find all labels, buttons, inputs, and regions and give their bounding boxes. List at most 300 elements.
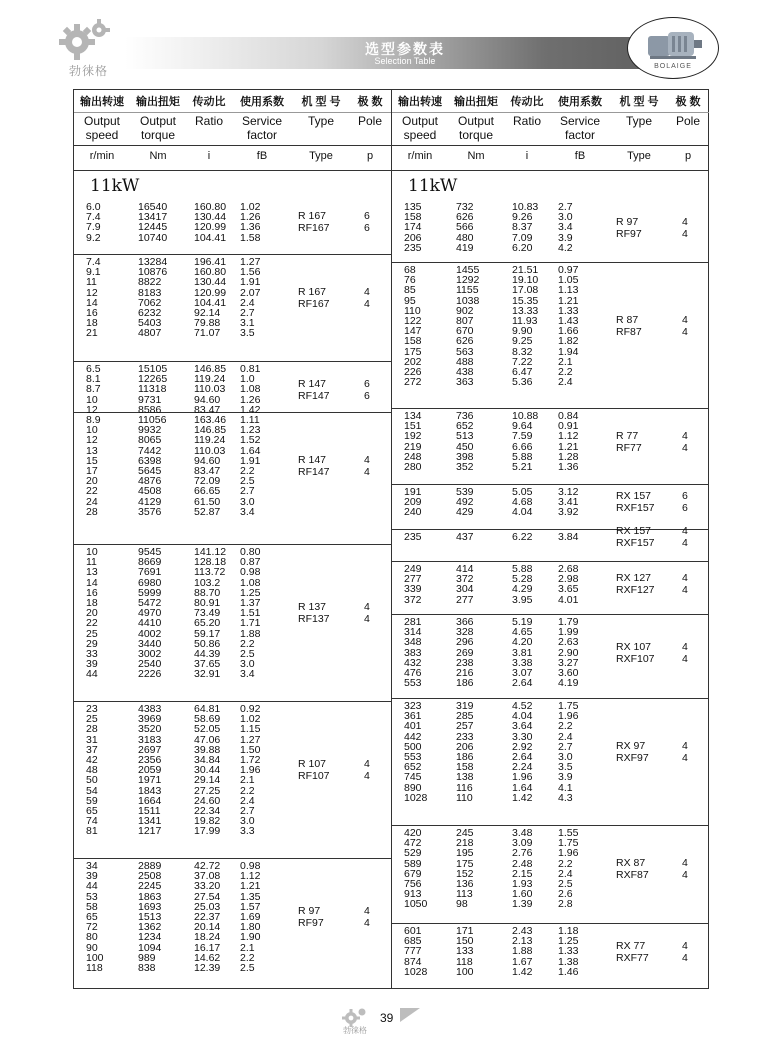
torque-value: 6232 <box>138 306 162 319</box>
torque-value: 9932 <box>138 424 162 437</box>
pole-value: 4 <box>682 537 688 550</box>
torque-value: 438 <box>456 365 474 378</box>
ratio-value: 64.81 <box>194 703 221 715</box>
torque-value: 158 <box>456 761 474 774</box>
ratio-column <box>512 411 538 472</box>
ratio-value: 4.68 <box>512 496 533 509</box>
ratio-value: 2.48 <box>512 857 533 870</box>
speed-value: 58 <box>86 900 98 913</box>
ratio-value: 3.07 <box>512 666 533 679</box>
speed-value: 33 <box>86 647 98 660</box>
pole-value: 4 <box>682 652 688 665</box>
speed-value: 432 <box>404 656 422 669</box>
sf-value: 3.1 <box>240 317 255 330</box>
pole-value: 6 <box>364 377 370 390</box>
torque-value: 304 <box>456 583 474 596</box>
torque-value: 2245 <box>138 880 162 893</box>
sf-value: 0.98 <box>240 860 261 872</box>
header-cell: r/min <box>407 150 433 162</box>
sf-value: 1.26 <box>240 393 261 406</box>
sf-value: 3.84 <box>558 531 579 543</box>
ratio-value: 10.88 <box>512 410 539 422</box>
ratio-column <box>512 532 532 542</box>
model-type-value: RF147 <box>298 466 330 478</box>
sf-value: 1.18 <box>558 925 579 937</box>
speed-value: 6.5 <box>86 363 101 375</box>
ratio-value: 5.88 <box>512 450 533 463</box>
ratio-value: 19.10 <box>512 274 539 287</box>
header-cell: 机 型 号 <box>301 96 341 108</box>
speed-value: 44 <box>86 880 98 893</box>
selection-group <box>392 411 709 472</box>
torque-value: 8065 <box>138 434 162 447</box>
ratio-column <box>194 704 220 836</box>
header-cell: 极 数 <box>357 96 383 108</box>
speed-value: 23 <box>86 703 98 715</box>
torque-value: 10876 <box>138 266 168 279</box>
header-rule <box>74 145 391 146</box>
group-divider <box>392 923 709 924</box>
table-right-half <box>392 90 709 988</box>
torque-column <box>456 265 479 387</box>
speed-value: 134 <box>404 410 422 422</box>
speed-value: 874 <box>404 955 422 968</box>
torque-value: 15105 <box>138 363 168 375</box>
ratio-value: 1.39 <box>512 898 533 911</box>
ratio-value: 103.2 <box>194 576 221 589</box>
sf-value: 3.27 <box>558 656 579 669</box>
speed-value: 25 <box>86 627 98 640</box>
torque-value: 175 <box>456 857 474 870</box>
sf-value: 2.2 <box>558 365 573 378</box>
group-divider <box>392 484 709 485</box>
torque-value: 1094 <box>138 941 162 954</box>
torque-value: 363 <box>456 376 474 389</box>
speed-value: 890 <box>404 781 422 794</box>
speed-value: 22 <box>86 617 98 630</box>
pole-value: 4 <box>364 770 370 783</box>
ratio-value: 42.72 <box>194 860 221 872</box>
ratio-value: 2.64 <box>512 750 533 763</box>
sf-value: 2.2 <box>240 951 255 964</box>
ratio-value: 50.86 <box>194 637 221 650</box>
sf-value: 1.55 <box>558 827 579 839</box>
sf-value: 3.41 <box>558 496 579 509</box>
ratio-value: 1.96 <box>512 771 533 784</box>
sf-value: 2.7 <box>558 201 573 213</box>
ratio-value: 7.59 <box>512 430 533 443</box>
sf-value: 2.2 <box>558 720 573 733</box>
speed-value: 1050 <box>404 898 428 911</box>
power-heading: 11kW <box>408 176 458 196</box>
speed-value: 18 <box>86 596 98 609</box>
torque-value: 13284 <box>138 256 168 268</box>
torque-value: 216 <box>456 666 474 679</box>
pole-value: 4 <box>682 740 688 752</box>
sf-value: 3.12 <box>558 486 579 498</box>
header-cell: 传动比 <box>192 96 226 108</box>
speed-value: 53 <box>86 890 98 903</box>
ratio-value: 141.12 <box>194 546 227 558</box>
model-type <box>616 641 655 665</box>
pole-value: 4 <box>682 572 688 585</box>
speed-value: 39 <box>86 870 98 883</box>
ratio-column <box>194 415 226 517</box>
torque-value: 136 <box>456 877 474 890</box>
selection-group <box>392 564 709 605</box>
torque-value: 12445 <box>138 221 168 234</box>
torque-value: 8822 <box>138 276 162 289</box>
sf-value: 1.42 <box>240 403 261 416</box>
model-type <box>616 857 649 881</box>
sf-value: 2.4 <box>558 867 573 880</box>
torque-value: 98 <box>456 898 468 911</box>
sf-value: 1.33 <box>558 304 579 317</box>
ratio-value: 6.22 <box>512 531 533 543</box>
sf-value: 1.35 <box>240 890 261 903</box>
torque-value: 563 <box>456 345 474 358</box>
ratio-value: 2.24 <box>512 761 533 774</box>
sf-value: 1.58 <box>240 231 261 244</box>
page-header <box>0 0 771 92</box>
torque-column <box>138 861 161 973</box>
group-divider <box>392 529 709 530</box>
torque-value: 1341 <box>138 815 162 828</box>
sf-value: 1.21 <box>558 440 579 453</box>
speed-value: 249 <box>404 563 422 575</box>
ratio-value: 2.76 <box>512 847 533 860</box>
header-cell: 机 型 号 <box>619 96 659 108</box>
model-type-value: R 137 <box>298 601 327 614</box>
sf-value: 1.91 <box>240 454 261 467</box>
speed-value: 16 <box>86 306 98 319</box>
sf-value: 3.65 <box>558 583 579 596</box>
header-cell: Service <box>559 114 600 128</box>
speed-column <box>404 487 422 518</box>
sf-value: 1.37 <box>240 596 261 609</box>
ratio-value: 128.18 <box>194 556 227 569</box>
ratio-value: 5.36 <box>512 376 533 389</box>
header-cell: 输出扭矩 <box>454 96 498 108</box>
sf-column <box>558 487 578 518</box>
sf-value: 1.72 <box>240 753 261 766</box>
pole-count <box>682 490 688 514</box>
header-cell: factor <box>246 128 277 142</box>
sf-column <box>558 411 578 472</box>
pole-value: 4 <box>682 215 688 228</box>
torque-value: 2226 <box>138 668 162 681</box>
pole-value: 4 <box>364 601 370 614</box>
pole-count <box>682 572 688 596</box>
torque-column <box>456 617 474 688</box>
sf-value: 1.99 <box>558 626 579 639</box>
pole-count <box>682 940 688 964</box>
sf-value: 1.91 <box>240 276 261 289</box>
speed-value: 192 <box>404 430 422 443</box>
ratio-value: 8.37 <box>512 221 533 234</box>
speed-column <box>404 926 427 977</box>
selection-group <box>74 704 391 837</box>
pole-value: 4 <box>682 868 688 881</box>
torque-value: 8183 <box>138 286 162 299</box>
sf-value: 1.23 <box>240 424 261 437</box>
torque-value: 652 <box>456 420 474 433</box>
speed-value: 21 <box>86 327 98 340</box>
sf-value: 1.64 <box>240 444 261 457</box>
torque-value: 150 <box>456 935 474 948</box>
torque-value: 1217 <box>138 825 162 838</box>
speed-value: 158 <box>404 335 422 348</box>
ratio-value: 22.37 <box>194 910 221 923</box>
torque-value: 1511 <box>138 804 161 817</box>
speed-value: 85 <box>404 284 416 297</box>
sf-value: 2.8 <box>558 898 573 911</box>
sf-value: 3.3 <box>240 825 255 838</box>
speed-value: 248 <box>404 450 422 463</box>
table-header <box>392 90 709 170</box>
ratio-value: 47.06 <box>194 733 221 746</box>
group-divider <box>392 614 709 615</box>
sf-value: 0.80 <box>240 546 261 558</box>
sf-value: 2.98 <box>558 573 579 586</box>
speed-value: 226 <box>404 365 422 378</box>
torque-value: 4383 <box>138 703 162 715</box>
torque-value: 807 <box>456 314 474 327</box>
speed-value: 100 <box>86 951 104 964</box>
header-rule <box>74 112 391 113</box>
pole-value: 4 <box>364 297 370 310</box>
speed-value: 65 <box>86 910 98 923</box>
torque-value: 419 <box>456 241 474 254</box>
sf-value: 4.01 <box>558 593 579 606</box>
sf-value: 1.15 <box>240 723 261 736</box>
ratio-value: 1.93 <box>512 877 533 890</box>
group-divider <box>74 544 391 545</box>
speed-value: 17 <box>86 464 98 477</box>
badge-label: BOLAIGE <box>654 63 692 70</box>
sf-value: 1.28 <box>558 450 579 463</box>
model-type-value: RF147 <box>298 389 330 402</box>
pole-value: 6 <box>364 389 370 402</box>
header-rule <box>392 112 709 113</box>
selection-group <box>74 547 391 680</box>
sf-value: 1.02 <box>240 201 261 213</box>
ratio-column <box>512 202 538 253</box>
model-type-value: RF97 <box>298 917 324 930</box>
header-cell: r/min <box>89 150 115 162</box>
ratio-value: 4.29 <box>512 583 533 596</box>
ratio-value: 6.20 <box>512 241 533 254</box>
speed-value: 76 <box>404 274 416 287</box>
pole-count <box>364 286 370 310</box>
torque-value: 277 <box>456 593 474 606</box>
speed-column <box>404 701 427 803</box>
model-type-value: RF167 <box>298 222 330 235</box>
model-type-value: RF77 <box>616 441 642 454</box>
torque-value: 670 <box>456 325 474 338</box>
sf-value: 3.4 <box>240 505 255 518</box>
ratio-value: 59.17 <box>194 627 221 640</box>
speed-value: 601 <box>404 925 422 937</box>
torque-value: 296 <box>456 636 474 649</box>
sf-value: 3.0 <box>558 750 573 763</box>
header-cell: Type <box>625 114 652 128</box>
model-type-value: R 167 <box>298 285 327 298</box>
ratio-value: 3.95 <box>512 593 533 606</box>
pole-count <box>364 601 370 625</box>
ratio-value: 15.35 <box>512 294 539 307</box>
pole-value: 4 <box>682 314 688 327</box>
sf-value: 1.69 <box>240 910 261 923</box>
torque-value: 10740 <box>138 231 168 244</box>
header-cell: Output <box>457 114 495 128</box>
torque-value: 1863 <box>138 890 162 903</box>
speed-value: 529 <box>404 847 422 860</box>
sf-value: 2.6 <box>558 888 573 901</box>
speed-value: 7.9 <box>86 221 101 234</box>
model-type <box>616 740 649 764</box>
pole-value: 4 <box>364 285 370 298</box>
ratio-value: 92.14 <box>194 306 221 319</box>
sf-column <box>558 265 578 387</box>
sf-value: 1.27 <box>240 256 261 268</box>
speed-value: 25 <box>86 713 98 726</box>
group-divider <box>392 408 709 409</box>
sf-value: 2.2 <box>240 784 255 797</box>
speed-value: 235 <box>404 531 422 543</box>
ratio-value: 71.07 <box>194 327 221 340</box>
ratio-value: 94.60 <box>194 393 221 406</box>
torque-value: 2540 <box>138 658 162 671</box>
ratio-value: 73.49 <box>194 607 221 620</box>
ratio-value: 1.42 <box>512 965 533 978</box>
sf-value: 0.87 <box>240 556 261 569</box>
model-type-value: R 167 <box>298 210 327 223</box>
ratio-column <box>194 861 220 973</box>
header-cell: Type <box>307 114 334 128</box>
model-type-value: RX 77 <box>616 939 646 952</box>
speed-value: 8.9 <box>86 414 101 426</box>
ratio-value: 146.85 <box>194 424 227 437</box>
speed-value: 235 <box>404 241 422 254</box>
ratio-column <box>512 926 532 977</box>
speed-value: 476 <box>404 666 422 679</box>
torque-value: 5403 <box>138 317 162 330</box>
model-type <box>616 216 642 240</box>
ratio-value: 1.88 <box>512 945 533 958</box>
model-type-value: RXF107 <box>616 652 655 665</box>
sf-value: 2.4 <box>558 376 573 389</box>
model-type-value: R 147 <box>298 454 327 466</box>
torque-column <box>456 532 474 542</box>
header-cell: Type <box>309 150 333 162</box>
ratio-value: 37.65 <box>194 658 221 671</box>
header-cell: fB <box>256 150 268 162</box>
speed-column <box>404 265 422 387</box>
sf-column <box>240 547 260 679</box>
torque-value: 2889 <box>138 860 162 872</box>
torque-value: 113 <box>456 888 473 901</box>
sf-value: 1.13 <box>558 284 579 297</box>
ratio-value: 22.34 <box>194 804 221 817</box>
torque-value: 9545 <box>138 546 162 558</box>
sf-value: 1.21 <box>558 294 579 307</box>
ratio-value: 21.51 <box>512 264 539 276</box>
torque-column <box>138 704 161 836</box>
torque-value: 13417 <box>138 211 168 224</box>
ratio-value: 7.09 <box>512 231 533 244</box>
torque-value: 16540 <box>138 201 168 213</box>
speed-value: 24 <box>86 495 98 508</box>
model-type-value: RXF77 <box>616 951 649 964</box>
table-header <box>74 90 391 170</box>
pole-value: 6 <box>364 210 370 223</box>
torque-value: 12265 <box>138 373 168 386</box>
torque-value: 736 <box>456 410 474 422</box>
header-cell: 输出转速 <box>80 96 124 108</box>
model-type-value: RXF127 <box>616 584 655 597</box>
sf-column <box>558 532 578 542</box>
speed-column <box>86 704 98 836</box>
speed-value: 59 <box>86 794 98 807</box>
sf-value: 2.4 <box>240 794 255 807</box>
speed-value: 13 <box>86 566 98 579</box>
torque-column <box>138 415 166 517</box>
ratio-value: 9.90 <box>512 325 533 338</box>
header-cell: i <box>207 150 211 162</box>
selection-group <box>392 487 709 518</box>
sf-value: 3.5 <box>240 327 255 340</box>
header-rule <box>392 145 709 146</box>
torque-value: 492 <box>456 496 474 509</box>
sf-value: 2.2 <box>240 637 255 650</box>
model-type-value: RF167 <box>298 297 330 310</box>
selection-group <box>392 701 709 803</box>
model-type-value: RF107 <box>298 770 330 783</box>
sf-value: 3.4 <box>240 668 255 681</box>
speed-value: 18 <box>86 317 98 330</box>
sf-value: 1.08 <box>240 576 261 589</box>
speed-value: 10 <box>86 546 98 558</box>
title-bar <box>125 37 685 69</box>
sf-value: 1.05 <box>558 274 579 287</box>
pole-value: 4 <box>682 429 688 442</box>
header-cell: Output <box>401 114 439 128</box>
speed-value: 74 <box>86 815 98 828</box>
sf-value: 1.26 <box>240 211 261 224</box>
sf-value: 2.68 <box>558 563 579 575</box>
ratio-column <box>512 617 532 688</box>
ratio-value: 5.88 <box>512 563 533 575</box>
header-cell: 输出扭矩 <box>136 96 180 108</box>
model-type-value: RX 97 <box>616 740 646 752</box>
speed-column <box>86 202 101 243</box>
speed-value: 80 <box>86 931 98 944</box>
ratio-value: 5.21 <box>512 460 533 473</box>
ratio-value: 29.14 <box>194 774 221 787</box>
pole-value: 4 <box>682 525 688 538</box>
torque-value: 269 <box>456 646 474 659</box>
torque-value: 328 <box>456 626 474 639</box>
speed-value: 8.7 <box>86 383 101 396</box>
group-divider <box>392 698 709 699</box>
torque-value: 233 <box>456 730 474 743</box>
speed-value: 281 <box>404 616 422 628</box>
ratio-value: 66.65 <box>194 485 221 498</box>
torque-value: 3002 <box>138 647 162 660</box>
header-cell: Output <box>83 114 121 128</box>
ratio-value: 6.66 <box>512 440 533 453</box>
